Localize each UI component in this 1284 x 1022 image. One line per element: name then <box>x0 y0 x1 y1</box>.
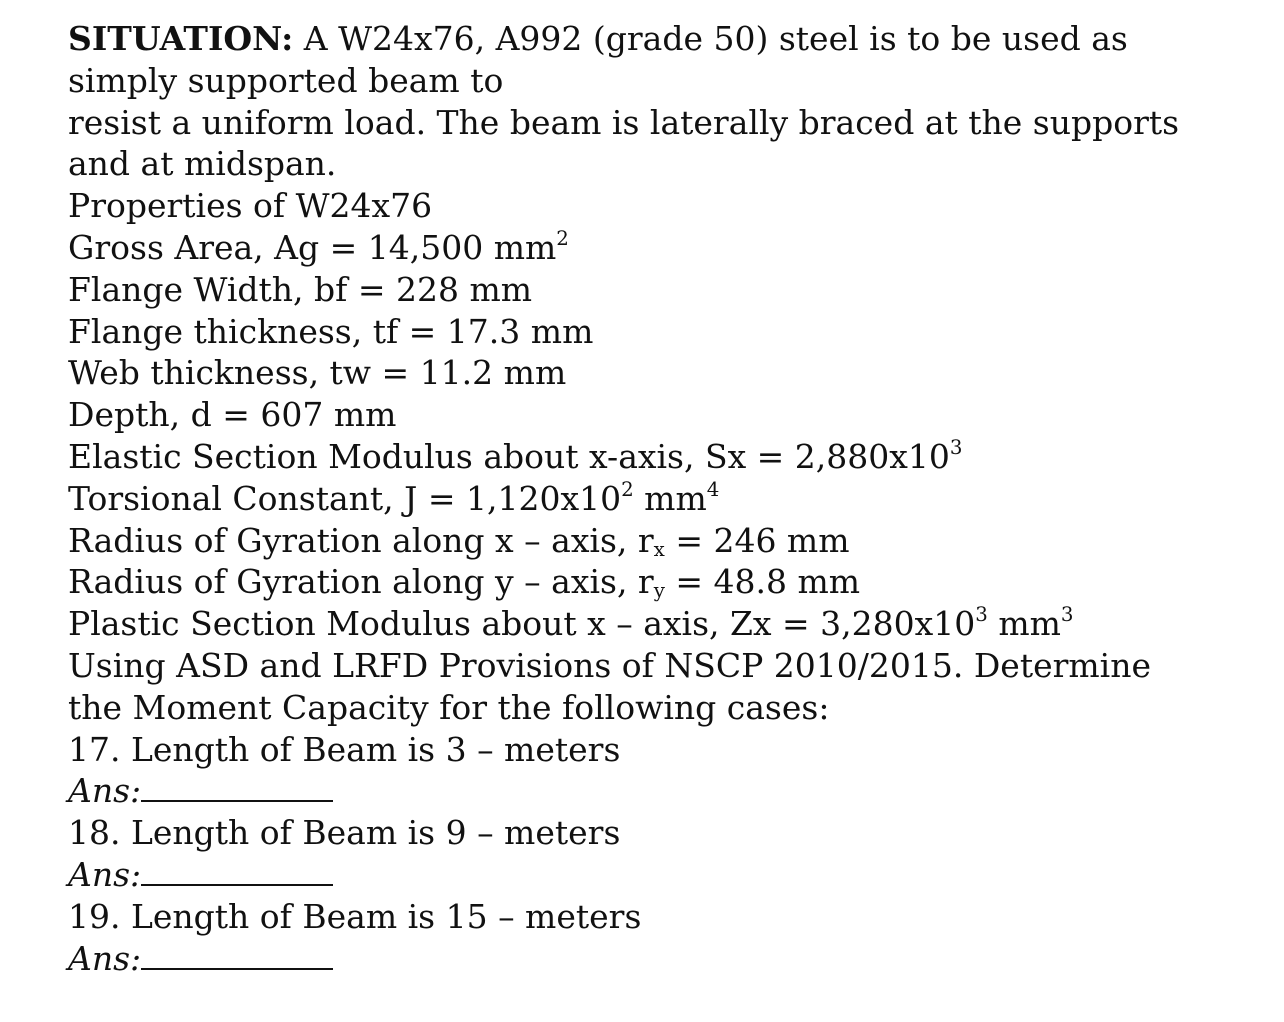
situation-line-1 <box>68 18 1248 60</box>
answer-blank-17[interactable] <box>141 772 333 802</box>
answer-blank-18[interactable] <box>141 856 333 886</box>
property-plastic-modulus: Plastic Section Modulus about x – axis, $Zx = 3,280x10^3$ $mm^3$ <box>68 603 1074 644</box>
properties-heading: Properties of W24x76 <box>68 186 433 226</box>
answer-row-18 <box>68 854 1248 896</box>
instructions-line-1: Using ASD and LRFD Provisions of NSCP 2010/2015. Determine <box>68 645 1152 685</box>
situation-line-2: simply supported beam to <box>68 60 504 100</box>
situation-line-3: resist a uniform load. The beam is laterally braced at the supports <box>68 102 1180 142</box>
property-radius-gyration-x: Radius of Gyration along x – axis, $r_x = 246$ mm <box>68 520 850 561</box>
instructions-line-2: the Moment Capacity for the following cases: <box>68 687 830 727</box>
situation-text-1: A W24x76, A992 (grade 50) steel is to be used as <box>293 19 1128 58</box>
property-flange-width: Flange Width, bf = 228 mm <box>68 269 533 309</box>
question-18: 18. Length of Beam is 9 – meters <box>68 813 621 853</box>
question-17: 17. Length of Beam is 3 – meters <box>68 729 621 769</box>
answer-label: Ans: <box>68 854 142 894</box>
answer-label: Ans: <box>68 938 142 978</box>
answer-label: Ans: <box>68 771 142 811</box>
situation-label: SITUATION: <box>68 19 294 58</box>
question-19: 19. Length of Beam is 15 – meters <box>68 896 642 936</box>
property-depth: Depth, d = 607 mm <box>68 395 397 435</box>
problem-document <box>68 18 1248 979</box>
property-radius-gyration-y: Radius of Gyration along y – axis, $r_y = 48.8$ mm <box>68 562 861 603</box>
situation-line-4: and at midspan. <box>68 144 337 184</box>
property-torsional-constant: Torsional Constant, $J = 1,120x10^2$ $mm^4$ <box>68 477 720 518</box>
answer-row-19 <box>68 938 1248 980</box>
property-gross-area: Gross Area, Ag = 14,500 $mm^2$ <box>68 227 569 267</box>
answer-blank-19[interactable] <box>141 940 333 970</box>
property-flange-thickness: Flange thickness, tf = 17.3 mm <box>68 311 594 351</box>
property-elastic-modulus: Elastic Section Modulus about x-axis, $Sx = 2,880x10^3$ <box>68 436 963 476</box>
property-web-thickness: Web thickness, tw = 11.2 mm <box>68 353 567 393</box>
answer-row-17 <box>68 770 1248 812</box>
